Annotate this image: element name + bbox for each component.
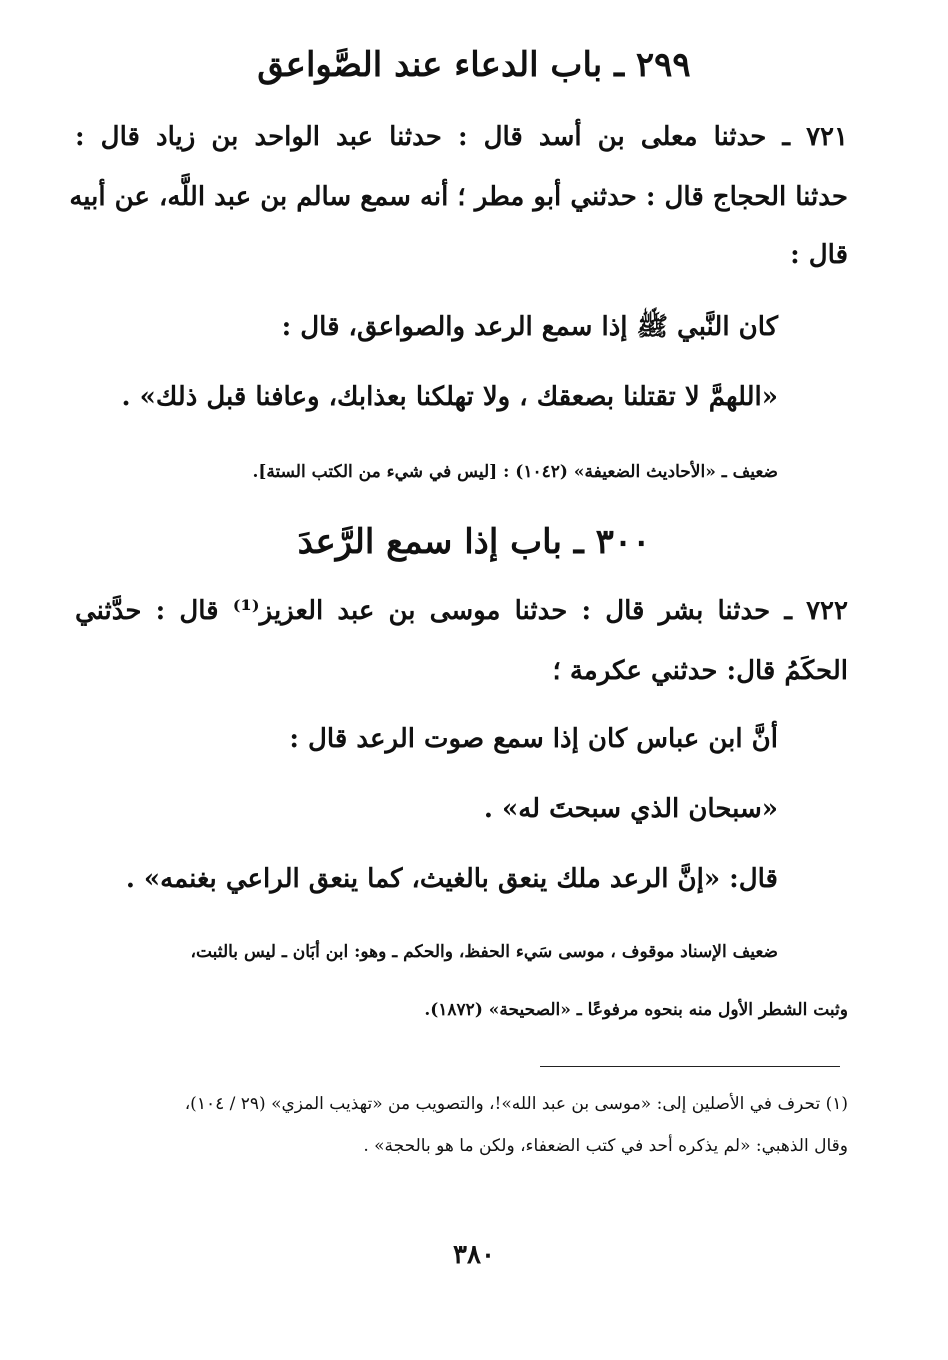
footnote-line-1: (١) تحرف في الأصلين إلى: «موسى بن عبد الله»!، والتصويب من «تهذيب المزي» (٢٩ / ١٠٤)، xyxy=(184,1094,848,1114)
hadith-722-matn-line-1: أنَّ ابن عباس كان إذا سمع صوت الرعد قال : xyxy=(289,724,778,754)
hadith-721-matn-line-1: كان النَّبي ﷺ إذا سمع الرعد والصواعق، قال : xyxy=(281,312,778,342)
hadith-722-grading-line-2: وثبت الشطر الأول منه بنحوه مرفوعًا ـ «الصحيحة» (١٨٧٢). xyxy=(424,1000,848,1020)
chapter-299-heading: ٢٩٩ ـ باب الدعاء عند الصَّواعق xyxy=(257,45,691,85)
hadith-722-matn-line-3: قال: «إنَّ الرعد ملك ينعق بالغيث، كما ينعق الراعي بغنمه» . xyxy=(125,864,778,894)
hadith-721-matn-line-2: «اللهمَّ لا تقتلنا بصعقك ، ولا تهلكنا بعذابك، وعافنا قبل ذلك» . xyxy=(121,382,778,412)
hadith-722-isnad-line-2: الحكَمُ قال: حدثني عكرمة ؛ xyxy=(552,656,848,686)
hadith-722-grading-line-1: ضعيف الإسناد موقوف ، موسى سَيء الحفظ، والحكم ـ وهو: ابن أبَان ـ ليس بالثبت، xyxy=(190,942,778,962)
footnote-divider xyxy=(540,1066,840,1067)
page-number: ٣٨٠ xyxy=(453,1240,495,1270)
hadith-721-isnad-line-3: قال : xyxy=(790,240,848,270)
hadith-722-isnad-line-1: ٧٢٢ ـ حدثنا بشر قال : حدثنا موسى بن عبد العزيز⁽¹⁾ قال : حدَّثني xyxy=(75,596,848,626)
hadith-722-matn-line-2: «سبحان الذي سبحتَ له» . xyxy=(483,794,778,824)
hadith-721-isnad-line-2: حدثنا الحجاج قال : حدثني أبو مطر ؛ أنه سمع سالم بن عبد اللَّه، عن أبيه xyxy=(69,182,848,212)
hadith-721-isnad-line-1: ٧٢١ ـ حدثنا معلى بن أسد قال : حدثنا عبد الواحد بن زياد قال : xyxy=(75,122,848,152)
footnote-line-2: وقال الذهبي: «لم يذكره أحد في كتب الضعفاء، ولكن ما هو بالحجة» . xyxy=(363,1136,848,1156)
hadith-721-grading: ضعيف ـ «الأحاديث الضعيفة» (١٠٤٢) : [ليس في شيء من الكتب الستة]. xyxy=(252,462,778,482)
chapter-300-heading: ٣٠٠ ـ باب إذا سمع الرَّعدَ xyxy=(297,522,651,562)
